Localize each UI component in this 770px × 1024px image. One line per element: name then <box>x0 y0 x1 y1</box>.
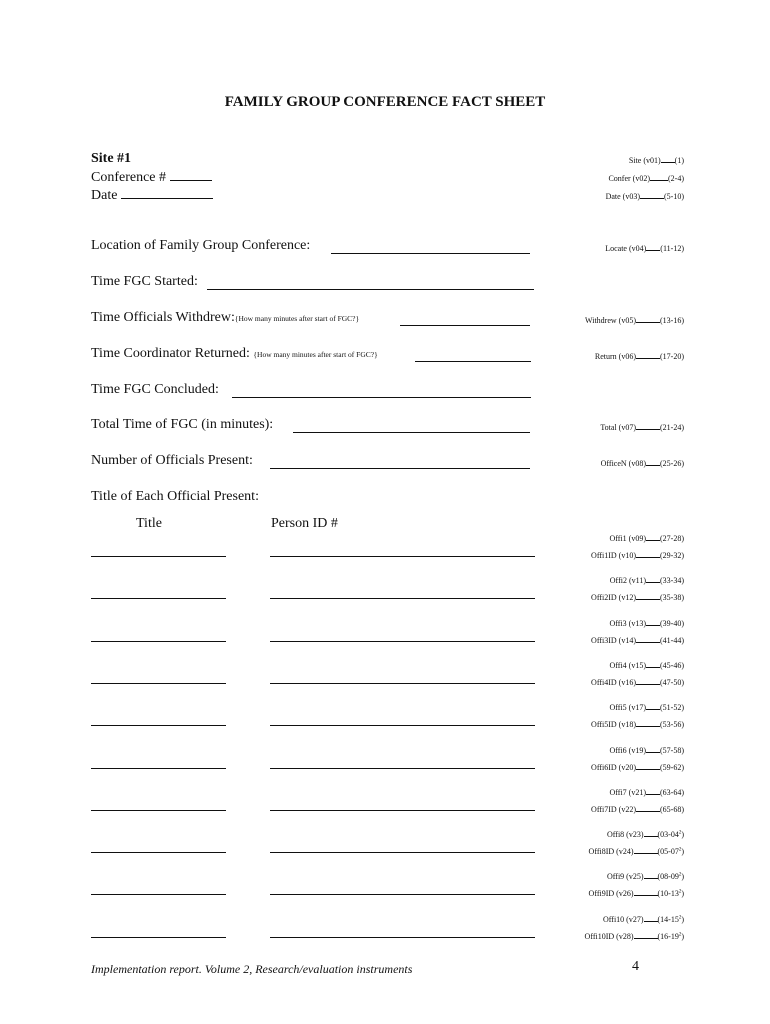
location-input-line[interactable] <box>331 253 530 254</box>
code-official-title: Offi1 (v09) (27-28) <box>609 534 684 543</box>
code-total: Total (v07) (21-24) <box>600 423 684 432</box>
total-label: Total Time of FGC (in minutes): <box>91 417 274 432</box>
code-official-id: Offi9ID (v26) $(10-13^2)$ <box>588 889 684 898</box>
official-person-id-line[interactable] <box>270 937 535 938</box>
official-person-id-line[interactable] <box>270 598 535 599</box>
official-title-line[interactable] <box>91 725 226 726</box>
started-input-line[interactable] <box>207 289 534 290</box>
code-official-id: Offi7ID (v22) (65-68) <box>591 805 684 814</box>
page-title: FAMILY GROUP CONFERENCE FACT SHEET <box>224 94 546 110</box>
code-official-id: Offi6ID (v20) (59-62) <box>591 763 684 772</box>
conference-field[interactable]: Conference # <box>91 168 212 187</box>
code-official-title: Offi5 (v17) (51-52) <box>609 703 684 712</box>
code-official-title: Offi8 (v23) $(03-04^2)$ <box>606 830 684 839</box>
code-official-id: Offi3ID (v14) (41-44) <box>591 636 684 645</box>
page-number: 4 <box>632 959 639 974</box>
column-title: Title <box>136 516 162 531</box>
footer-text: Implementation report. Volume 2, Research/evaluation instruments <box>91 962 413 976</box>
withdrew-input-line[interactable] <box>400 325 530 326</box>
code-official-id: Offi1ID (v10) (29-32) <box>591 551 684 560</box>
officials-label: Number of Officials Present: <box>91 453 253 468</box>
official-person-id-line[interactable] <box>270 894 535 895</box>
code-official-title: Offi2 (v11) (33-34) <box>609 576 684 585</box>
code-official-id: Offi2ID (v12) (35-38) <box>591 593 684 602</box>
code-official-id: Offi5ID (v18) (53-56) <box>591 720 684 729</box>
code-official-id: Offi8ID (v24) $(05-07^2)$ <box>588 847 684 856</box>
official-person-id-line[interactable] <box>270 768 535 769</box>
official-title-line[interactable] <box>91 894 226 895</box>
official-person-id-line[interactable] <box>270 725 535 726</box>
officials-input-line[interactable] <box>270 468 530 469</box>
withdrew-label: Time Officials Withdrew:{How many minutes after start of FGC?} <box>91 310 360 325</box>
official-title-line[interactable] <box>91 937 226 938</box>
code-officen: OfficeN (v08) (25-26) <box>600 459 684 468</box>
code-official-title: Offi10 (v27) $(14-15^2)$ <box>602 915 684 924</box>
returned-input-line[interactable] <box>415 361 531 362</box>
official-title-line[interactable] <box>91 556 226 557</box>
official-title-line[interactable] <box>91 810 226 811</box>
code-official-title: Offi7 (v21) (63-64) <box>609 788 684 797</box>
official-title-line[interactable] <box>91 641 226 642</box>
code-site: Site (v01) (1) <box>628 156 684 165</box>
official-title-line[interactable] <box>91 683 226 684</box>
returned-label: Time Coordinator Returned: {How many minutes after start of FGC?} <box>91 346 378 361</box>
code-withdrew: Withdrew (v05) (13-16) <box>585 316 684 325</box>
official-title-line[interactable] <box>91 598 226 599</box>
concluded-label: Time FGC Concluded: <box>91 382 219 397</box>
official-person-id-line[interactable] <box>270 641 535 642</box>
official-person-id-line[interactable] <box>270 556 535 557</box>
code-official-id: Offi10ID (v28) $(16-19^2)$ <box>584 932 684 941</box>
official-person-id-line[interactable] <box>270 852 535 853</box>
code-return: Return (v06) (17-20) <box>594 352 684 361</box>
code-official-title: Offi3 (v13) (39-40) <box>609 619 684 628</box>
titles-heading: Title of Each Official Present: <box>91 489 259 504</box>
official-person-id-line[interactable] <box>270 810 535 811</box>
site-label: Site #1 <box>91 151 132 166</box>
concluded-input-line[interactable] <box>232 397 531 398</box>
code-official-title: Offi6 (v19) (57-58) <box>609 746 684 755</box>
column-person-id: Person ID # <box>271 516 338 531</box>
code-locate: Locate (v04) (11-12) <box>605 244 684 253</box>
code-official-id: Offi4ID (v16) (47-50) <box>591 678 684 687</box>
started-label: Time FGC Started: <box>91 274 198 289</box>
location-label: Location of Family Group Conference: <box>91 238 311 253</box>
code-date: Date (v03) (5-10) <box>605 192 684 201</box>
total-input-line[interactable] <box>293 432 530 433</box>
official-title-line[interactable] <box>91 852 226 853</box>
code-official-title: Offi4 (v15) (45-46) <box>609 661 684 670</box>
code-official-title: Offi9 (v25) $(08-09^2)$ <box>606 872 684 881</box>
official-person-id-line[interactable] <box>270 683 535 684</box>
official-title-line[interactable] <box>91 768 226 769</box>
code-confer: Confer (v02) (2-4) <box>608 174 684 183</box>
date-field[interactable]: Date <box>91 186 213 205</box>
